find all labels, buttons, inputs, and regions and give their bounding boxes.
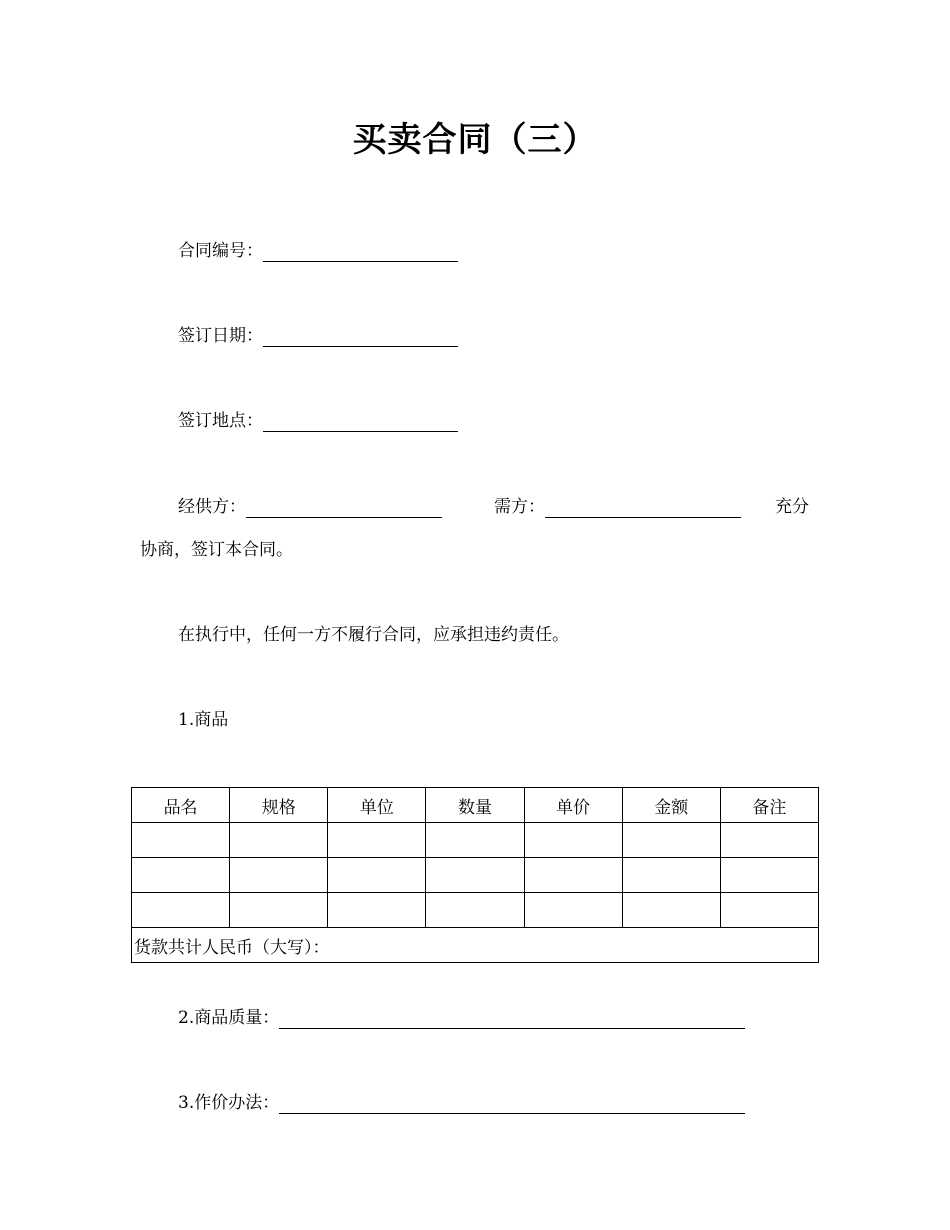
- liability-text: 在执行中，任何一方不履行合同，应承担违约责任。: [178, 625, 569, 645]
- table-cell[interactable]: [132, 893, 230, 928]
- goods-table: [131, 787, 819, 963]
- table-cell[interactable]: [230, 823, 328, 858]
- contract-number-blank[interactable]: [263, 241, 458, 262]
- quality-blank[interactable]: [279, 1008, 745, 1029]
- header-specification: 规格: [230, 788, 328, 823]
- table-cell[interactable]: [132, 858, 230, 893]
- header-product-name: 品名: [132, 788, 230, 823]
- table-row: [132, 858, 819, 893]
- supplier-label: 经供方：: [178, 497, 246, 517]
- pricing-label: 3.作价办法：: [178, 1093, 280, 1113]
- quality-line: [178, 1007, 745, 1029]
- table-cell[interactable]: [524, 858, 622, 893]
- supplier-blank[interactable]: [246, 497, 442, 518]
- pricing-line: [178, 1092, 745, 1114]
- sign-date-label: 签订日期：: [178, 326, 263, 346]
- table-cell[interactable]: [328, 893, 426, 928]
- table-cell[interactable]: [720, 858, 818, 893]
- total-row: [132, 928, 819, 963]
- table-cell[interactable]: [622, 823, 720, 858]
- sign-date-blank[interactable]: [263, 326, 458, 347]
- table-cell[interactable]: [328, 858, 426, 893]
- table-cell[interactable]: [622, 858, 720, 893]
- table-cell[interactable]: [132, 823, 230, 858]
- table-cell[interactable]: [524, 893, 622, 928]
- table-cell[interactable]: [426, 823, 524, 858]
- table-cell[interactable]: [426, 893, 524, 928]
- header-remarks: 备注: [720, 788, 818, 823]
- table-row: [132, 823, 819, 858]
- table-cell[interactable]: [622, 893, 720, 928]
- table-row: [132, 893, 819, 928]
- total-amount-cell[interactable]: 货款共计人民币（大写）：: [132, 928, 819, 963]
- contract-number-label: 合同编号：: [178, 241, 263, 261]
- parties-continuation-text: 协商，签订本合同。: [140, 540, 293, 560]
- sign-place-line: [178, 410, 458, 432]
- parties-tail-text: 充分: [775, 497, 809, 517]
- header-unit: 单位: [328, 788, 426, 823]
- table-cell[interactable]: [720, 823, 818, 858]
- sign-date-line: [178, 325, 458, 347]
- quality-label: 2.商品质量：: [178, 1008, 280, 1028]
- sign-place-label: 签订地点：: [178, 411, 263, 431]
- page-title: 买卖合同（三）: [352, 120, 598, 160]
- table-cell[interactable]: [230, 893, 328, 928]
- pricing-blank[interactable]: [279, 1093, 745, 1114]
- contract-number-line: [178, 240, 458, 262]
- buyer-blank[interactable]: [545, 497, 741, 518]
- supplier-line: [178, 496, 442, 518]
- table-cell[interactable]: [328, 823, 426, 858]
- sign-place-blank[interactable]: [263, 411, 458, 432]
- table-cell[interactable]: [720, 893, 818, 928]
- buyer-line: [494, 496, 741, 518]
- table-cell[interactable]: [524, 823, 622, 858]
- header-amount: 金额: [622, 788, 720, 823]
- header-unit-price: 单价: [524, 788, 622, 823]
- table-cell[interactable]: [426, 858, 524, 893]
- buyer-label: 需方：: [494, 497, 545, 517]
- header-quantity: 数量: [426, 788, 524, 823]
- section-1-title: 1.商品: [178, 710, 229, 730]
- table-cell[interactable]: [230, 858, 328, 893]
- goods-table-header-row: [132, 788, 819, 823]
